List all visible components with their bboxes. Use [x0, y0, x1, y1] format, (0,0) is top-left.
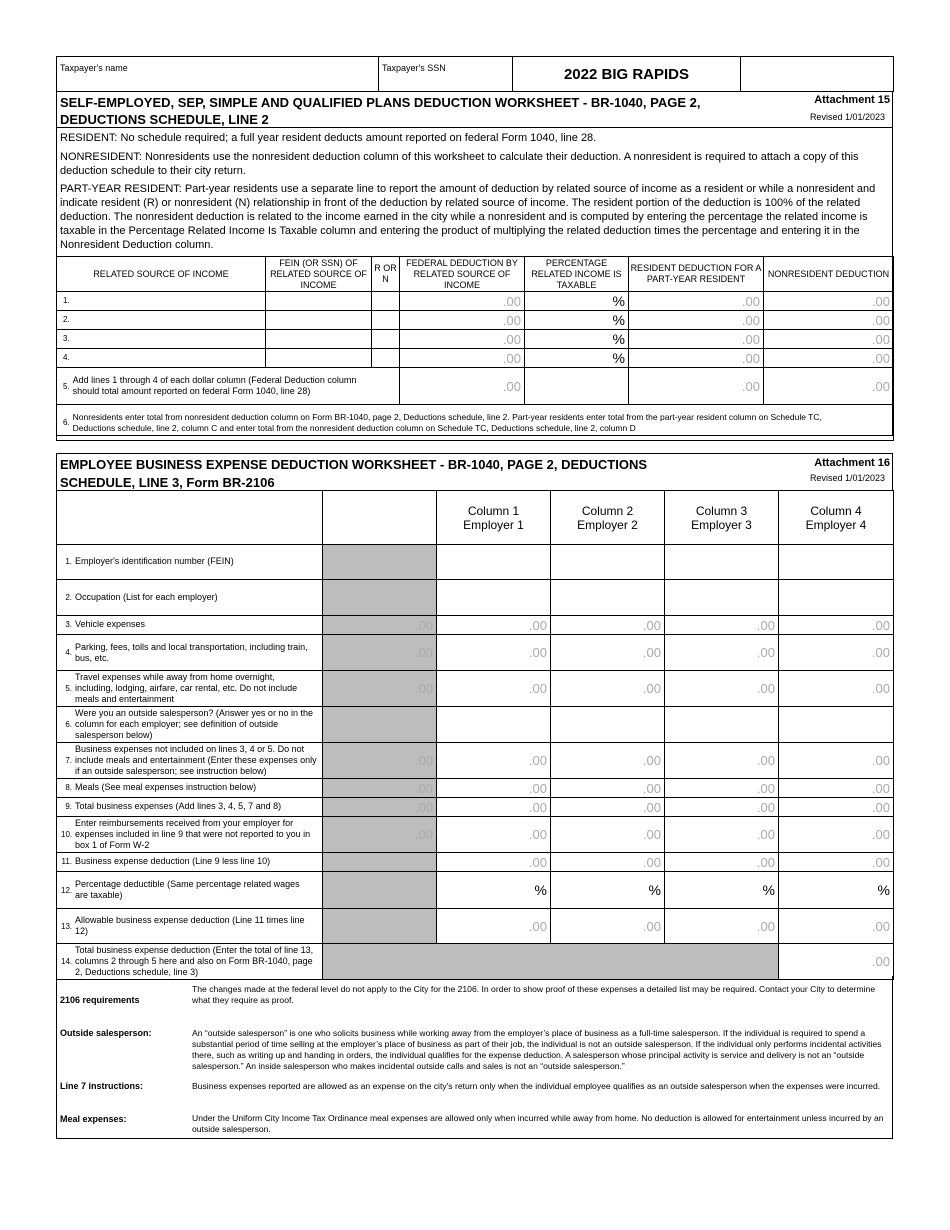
table-row	[57, 330, 894, 349]
att16-line9-col3[interactable]: .00	[665, 798, 779, 817]
att16-line12-col3[interactable]: %	[665, 872, 779, 909]
att15-partyear-text: PART-YEAR RESIDENT: Part-year residents use a separate line to report the amount of deduction by related source of income as a resident or while a nonresident and indicate resident (R) or nonresident (N) relationship in front of the deduction by related source of income. The resident portion of the deduction is 100% of the related deduction. The nonresident deduction is related to the income earned in the city while a nonresident and is computed by entering the percentage the related income is taxable in the Percentage Related Income Is Taxable column and entering the product of multiplying the related deduction times the percentage and entering it in the Nonresident Deduction column.	[60, 183, 876, 251]
att16-line7-col3[interactable]: .00	[665, 743, 779, 779]
att15-attachment-label: Attachment 15	[814, 94, 890, 106]
att16-line2-col2[interactable]	[551, 580, 665, 616]
note-salesperson-label: Outside salesperson:	[60, 1028, 152, 1038]
att16-line13-col1[interactable]: .00	[437, 909, 551, 944]
att16-line11-col3[interactable]: .00	[665, 853, 779, 872]
att15-col-r-or-n: R OR N	[372, 257, 400, 292]
att15-fein-3[interactable]	[266, 330, 372, 349]
att16-line1-col4[interactable]	[779, 545, 894, 580]
att15-source-4[interactable]: 4.	[57, 349, 266, 368]
table-row: 9. Total business expenses (Add lines 3, 4, 5, 7 and 8) .00 .00 .00 .00 .00	[57, 798, 894, 817]
att16-line4-col1[interactable]: .00	[437, 635, 551, 671]
att16-line2-col4[interactable]	[779, 580, 894, 616]
att15-nonresident-2[interactable]: .00	[764, 311, 894, 330]
att16-line5-col3[interactable]: .00	[665, 671, 779, 707]
att15-federal-2[interactable]: .00	[400, 311, 525, 330]
att16-line7-col2[interactable]: .00	[551, 743, 665, 779]
att15-percent-2[interactable]: %	[525, 311, 629, 330]
att16-line3-col1[interactable]: .00	[437, 616, 551, 635]
att16-line7-col1[interactable]: .00	[437, 743, 551, 779]
table-row	[57, 292, 894, 311]
att15-federal-1[interactable]: .00	[400, 292, 525, 311]
note-line7-label: Line 7 instructions:	[60, 1081, 144, 1091]
att15-col-resident: RESIDENT DEDUCTION FOR A PART-YEAR RESIDENT	[629, 257, 764, 292]
att16-line3-col3[interactable]: .00	[665, 616, 779, 635]
table-row: 10.Enter reimbursements received from your employer for expenses included in line 9 that were not reported to you in box 1 of Form W-2 .00 .00 .00 .00 .00	[57, 817, 894, 853]
att16-line12-label: 12.Percentage deductible (Same percentage related wages are taxable)	[57, 872, 323, 909]
att16-line5-col2[interactable]: .00	[551, 671, 665, 707]
table-row	[57, 545, 894, 580]
att15-source-1[interactable]: 1.	[57, 292, 266, 311]
att16-header	[56, 453, 893, 491]
note-salesperson-text: An “outside salesperson” is one who solicits business while working away from the employer’s place of business as a full-time salesperson. If the individual is required to spend a substantial period of time selling at the employer’s place of business as part of their job, the individual is not an outside salesperson. If the individual only performs incidental activities there, such as writing up and handing in orders, the individual qualifies for the expense deduction. A salesperson whose principal activity is service and delivery is not an “outside salesperson.” An inside salesperson who makes incidental outside calls and sales is not an “outside salesperson.”	[192, 1028, 882, 1071]
table-row: 4.Parking, fees, tolls and local transportation, including train, bus, etc. .00 .00 .00 .00 .00	[57, 635, 894, 671]
taxpayer-ssn-field[interactable]	[379, 57, 513, 92]
att16-col-3-header: Column 3 Employer 3	[665, 491, 779, 545]
att15-title-line1: SELF-EMPLOYED, SEP, SIMPLE AND QUALIFIED PLANS DEDUCTION WORKSHEET - BR-1040, PAGE 2,	[60, 95, 701, 110]
table-row	[57, 368, 894, 405]
att15-nonresident-4[interactable]: .00	[764, 349, 894, 368]
att16-table	[56, 490, 894, 980]
att15-table	[56, 256, 894, 441]
att16-line10-col1[interactable]: .00	[437, 817, 551, 853]
taxpayer-name-field[interactable]	[57, 57, 379, 92]
att16-line8-col3[interactable]: .00	[665, 779, 779, 798]
taxpayer-header	[56, 56, 894, 92]
table-row	[57, 853, 894, 872]
att16-line11-col1[interactable]: .00	[437, 853, 551, 872]
att15-federal-4[interactable]: .00	[400, 349, 525, 368]
att16-line10-col2[interactable]: .00	[551, 817, 665, 853]
note-2106-label: 2106 requirements	[60, 995, 140, 1005]
att16-line13-col3[interactable]: .00	[665, 909, 779, 944]
att15-nonresident-3[interactable]: .00	[764, 330, 894, 349]
note-line7-text: Business expenses reported are allowed as an expense on the city's return only when the individual employee qualifies as an outside salesperson when the expenses were incurred.	[192, 1081, 881, 1091]
att16-line6-col3[interactable]	[665, 707, 779, 743]
att15-source-3[interactable]: 3.	[57, 330, 266, 349]
att16-line13-col4[interactable]: .00	[779, 909, 894, 944]
att15-fein-1[interactable]	[266, 292, 372, 311]
att15-fein-2[interactable]	[266, 311, 372, 330]
att16-col-4-header: Column 4 Employer 4	[779, 491, 894, 545]
att16-line12-col1[interactable]: %	[437, 872, 551, 909]
att15-line5-label: 5.Add lines 1 through 4 of each dollar column (Federal Deduction column should total amount reported on federal Form 1040, line 28)	[57, 368, 400, 405]
att16-line4-label: 4.Parking, fees, tolls and local transportation, including train, bus, etc.	[57, 635, 323, 671]
att16-line11-col4[interactable]: .00	[779, 853, 894, 872]
att16-line3-col4[interactable]: .00	[779, 616, 894, 635]
att15-line5-percent	[525, 368, 629, 405]
att15-col-nonresident: NONRESIDENT DEDUCTION	[764, 257, 894, 292]
att16-line7-col4[interactable]: .00	[779, 743, 894, 779]
att16-line7-label: 7.Business expenses not included on lines 3, 4 or 5. Do not include meals and entertainment (Enter these expenses only if an outside salesperson; see instruction below)	[57, 743, 323, 779]
att15-line6: 6.Nonresidents enter total from nonresident deduction column on Form BR-1040, page 2, Deductions schedule, line 2. Part-year residents enter total from the part-year resident column on Schedule TC, Deductions schedule, line 2, column C and enter total from the nonresident deduction column on Schedule TC, Deductions schedule, line 2, column D	[57, 405, 894, 441]
table-row: 8. Meals (See meal expenses instruction below) .00 .00 .00 .00 .00	[57, 779, 894, 798]
att16-line5-label: 5.Travel expenses while away from home overnight, including, lodging, airfare, car rental, etc. Do not include meals and entertainment	[57, 671, 323, 707]
att16-line13-col2[interactable]: .00	[551, 909, 665, 944]
att16-line5-col4[interactable]: .00	[779, 671, 894, 707]
att16-line12-col2[interactable]: %	[551, 872, 665, 909]
att15-resident-text: RESIDENT: No schedule required; a full year resident deducts amount reported on federal Form 1040, line 28.	[60, 132, 597, 144]
note-2106-text: The changes made at the federal level do not apply to the City for the 2106. In order to show proof of these expenses a detailed list may be required. Contact your City to determine what they require as proof.	[192, 984, 876, 1005]
att15-revised: Revised 1/01/2023	[809, 112, 885, 122]
att15-resident-4[interactable]: .00	[629, 349, 764, 368]
att15-percent-4[interactable]: %	[525, 349, 629, 368]
att15-col-federal: FEDERAL DEDUCTION BY RELATED SOURCE OF INCOME	[400, 257, 525, 292]
att16-line9-col2[interactable]: .00	[551, 798, 665, 817]
table-row	[57, 349, 894, 368]
att16-line1-col1[interactable]	[437, 545, 551, 580]
att16-col-1-header: Column 1 Employer 1	[437, 491, 551, 545]
att16-line1-col2[interactable]	[551, 545, 665, 580]
att16-col-2-header: Column 2 Employer 2	[551, 491, 665, 545]
att16-line6-col2[interactable]	[551, 707, 665, 743]
att16-line9-col1[interactable]: .00	[437, 798, 551, 817]
att16-line8-label: 8. Meals (See meal expenses instruction below)	[57, 779, 323, 798]
att16-line11-label: 11. Business expense deduction (Line 9 less line 10)	[57, 853, 323, 872]
table-row: 3. Vehicle expenses .00 .00 .00 .00 .00	[57, 616, 894, 635]
att16-line10-col4[interactable]: .00	[779, 817, 894, 853]
att15-percent-1[interactable]: %	[525, 292, 629, 311]
form-title: 2022 BIG RAPIDS	[513, 57, 741, 92]
att15-col-percent: PERCENTAGE RELATED INCOME IS TAXABLE	[525, 257, 629, 292]
att16-line9-col4[interactable]: .00	[779, 798, 894, 817]
att16-title-line1: EMPLOYEE BUSINESS EXPENSE DEDUCTION WORKSHEET - BR-1040, PAGE 2, DEDUCTIONS	[60, 457, 648, 472]
header-blank-field[interactable]	[741, 57, 894, 92]
att16-title-line2: SCHEDULE, LINE 3, Form BR-2106	[60, 475, 275, 490]
att16-line6-label: 6.Were you an outside salesperson? (Answer yes or no in the column for each employer; see definition of outside salesperson below)	[57, 707, 323, 743]
att15-rn-2[interactable]	[372, 311, 400, 330]
att16-notes	[56, 976, 893, 1139]
table-row	[57, 944, 894, 980]
att15-rn-1[interactable]	[372, 292, 400, 311]
att16-line9-label: 9. Total business expenses (Add lines 3, 4, 5, 7 and 8)	[57, 798, 323, 817]
att15-line5-nonresident[interactable]: .00	[764, 368, 894, 405]
att15-col-fein: FEIN (OR SSN) OF RELATED SOURCE OF INCOME	[266, 257, 372, 292]
att15-resident-3[interactable]: .00	[629, 330, 764, 349]
att16-attachment-label: Attachment 16	[814, 457, 890, 469]
taxpayer-name-label: Taxpayer's name	[60, 63, 128, 73]
note-meal-label: Meal expenses:	[60, 1114, 127, 1124]
att16-line2-col3[interactable]	[665, 580, 779, 616]
att16-line1-col3[interactable]	[665, 545, 779, 580]
att16-line2-col1[interactable]	[437, 580, 551, 616]
att16-line4-col3[interactable]: .00	[665, 635, 779, 671]
att15-title-line2: DEDUCTIONS SCHEDULE, LINE 2	[60, 112, 269, 127]
taxpayer-ssn-label: Taxpayer's SSN	[382, 63, 446, 73]
table-row: 7.Business expenses not included on lines 3, 4 or 5. Do not include meals and entertainment (Enter these expenses only if an outside salesperson; see instruction below) .00 .00 .00 .00 .00	[57, 743, 894, 779]
att15-percent-3[interactable]: %	[525, 330, 629, 349]
att16-line14-total[interactable]: .00	[779, 944, 894, 980]
att15-resident-1[interactable]: .00	[629, 292, 764, 311]
att16-line5-col1[interactable]: .00	[437, 671, 551, 707]
table-row	[57, 580, 894, 616]
att15-nonresident-text: NONRESIDENT: Nonresidents use the nonresident deduction column of this worksheet to calculate their deduction. A nonresident is required to attach a copy of this deduction schedule to their city return.	[60, 151, 859, 177]
att16-line6-col1[interactable]	[437, 707, 551, 743]
att15-rn-3[interactable]	[372, 330, 400, 349]
att16-line4-col4[interactable]: .00	[779, 635, 894, 671]
att15-line5-federal[interactable]: .00	[400, 368, 525, 405]
att16-line13-label: 13.Allowable business expense deduction (Line 11 times line 12)	[57, 909, 323, 944]
table-row	[57, 311, 894, 330]
att16-line8-col1[interactable]: .00	[437, 779, 551, 798]
att16-line11-col2[interactable]: .00	[551, 853, 665, 872]
table-row: 5.Travel expenses while away from home overnight, including, lodging, airfare, car rental, etc. Do not include meals and entertainment .00 .00 .00 .00 .00	[57, 671, 894, 707]
att16-line4-col2[interactable]: .00	[551, 635, 665, 671]
att15-federal-3[interactable]: .00	[400, 330, 525, 349]
att16-revised: Revised 1/01/2023	[809, 473, 885, 483]
table-row	[57, 405, 894, 441]
att16-line3-label: 3. Vehicle expenses	[57, 616, 323, 635]
att16-line6-col4[interactable]	[779, 707, 894, 743]
att16-line14-label: 14.Total business expense deduction (Enter the total of line 13, columns 2 through 5 here and also on Form BR-1040, page 2, Deductions schedule, line 3)	[57, 944, 323, 980]
att16-line10-col3[interactable]: .00	[665, 817, 779, 853]
att15-line5-resident[interactable]: .00	[629, 368, 764, 405]
att16-line2-label: 2. Occupation (List for each employer)	[57, 580, 323, 616]
att16-line8-col4[interactable]: .00	[779, 779, 894, 798]
table-row	[57, 872, 894, 909]
att16-line3-col2[interactable]: .00	[551, 616, 665, 635]
att16-line1-label: 1. Employer's identification number (FEIN)	[57, 545, 323, 580]
note-meal-text: Under the Uniform City Income Tax Ordinance meal expenses are allowed only when incurred while away from home. No deduction is allowed for entertainment unless incurred by an outside salesperson.	[192, 1113, 884, 1134]
table-row	[57, 707, 894, 743]
att15-nonresident-1[interactable]: .00	[764, 292, 894, 311]
att16-line10-label: 10.Enter reimbursements received from your employer for expenses included in line 9 that were not reported to you in box 1 of Form W-2	[57, 817, 323, 853]
att16-line8-col2[interactable]: .00	[551, 779, 665, 798]
att15-col-source: RELATED SOURCE OF INCOME	[57, 257, 266, 292]
att15-resident-2[interactable]: .00	[629, 311, 764, 330]
att15-source-2[interactable]: 2.	[57, 311, 266, 330]
att16-line12-col4[interactable]: %	[779, 872, 894, 909]
table-row	[57, 909, 894, 944]
att15-fein-4[interactable]	[266, 349, 372, 368]
att15-rn-4[interactable]	[372, 349, 400, 368]
